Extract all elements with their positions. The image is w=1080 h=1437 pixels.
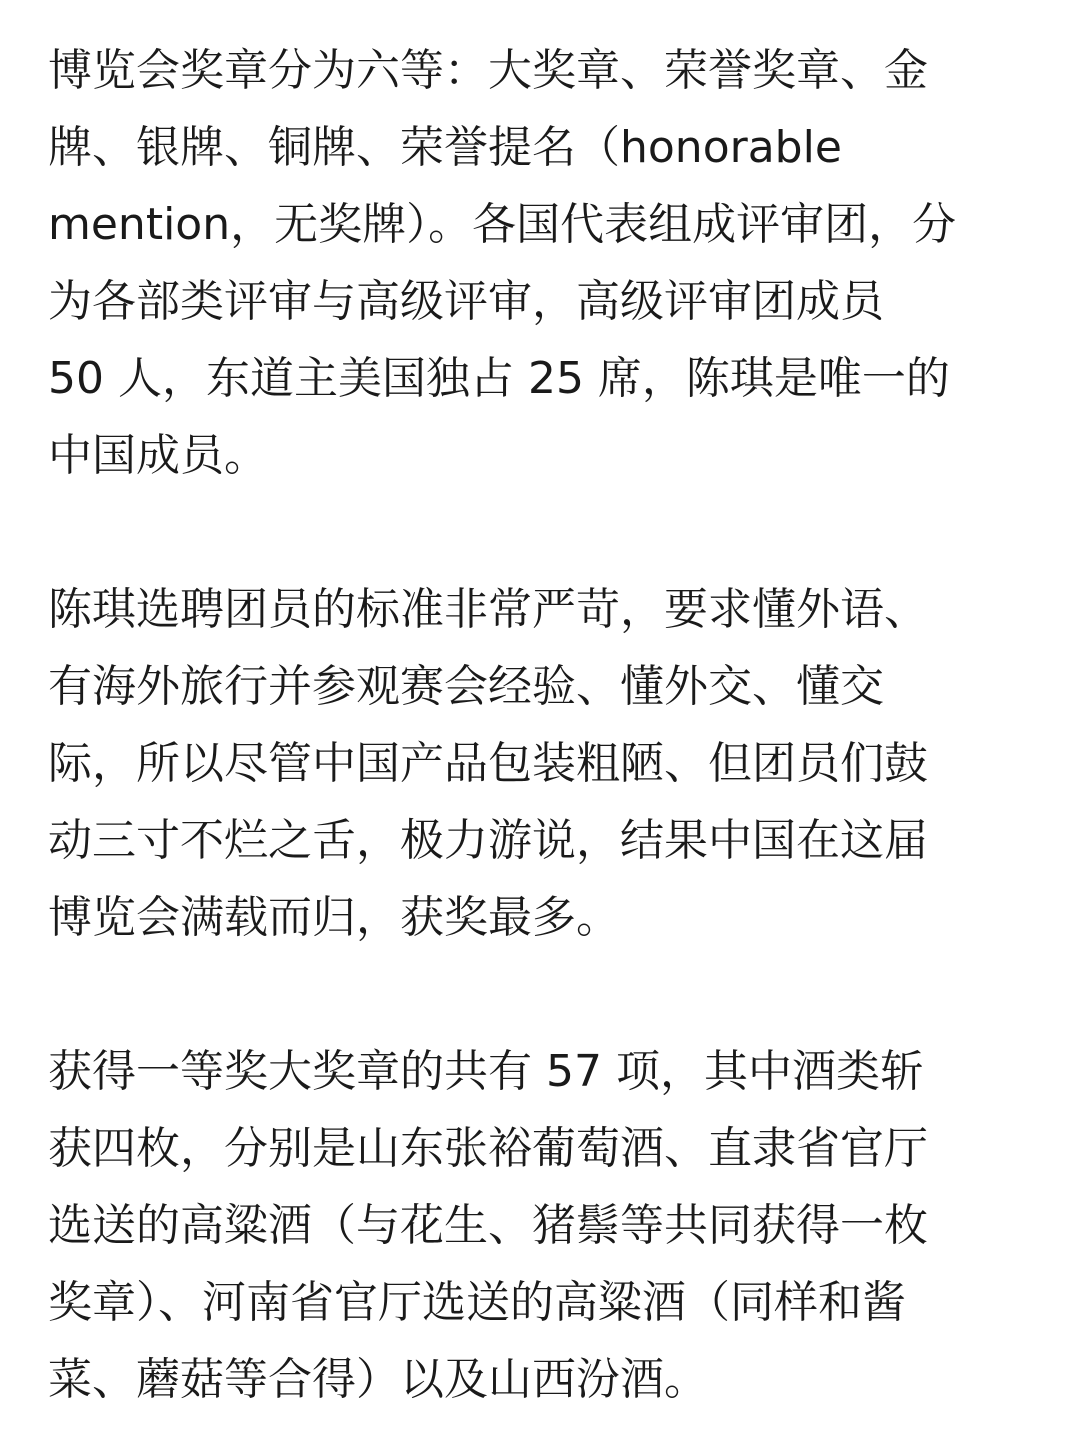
text-line: 获得一等奖大奖章的共有 57 项，其中酒类斩: [48, 1046, 924, 1097]
text-line: 牌、银牌、铜牌、荣誉提名（honorable: [48, 122, 842, 173]
text-line: 选送的高粱酒（与花生、猪鬃等共同获得一枚: [48, 1200, 928, 1251]
text-line: mention，无奖牌）。各国代表组成评审团，分: [48, 199, 957, 250]
paragraph-gap: [48, 956, 1038, 1033]
text-line: 奖章）、河南省官厅选送的高粱酒（同样和酱: [48, 1277, 906, 1328]
text-line: 菜、蘑菇等合得）以及山西汾酒。: [48, 1354, 708, 1405]
text-line: 获四枚，分别是山东张裕葡萄酒、直隶省官厅: [48, 1123, 928, 1174]
paragraph-3: [48, 1033, 1038, 1418]
text-line: 博览会奖章分为六等：大奖章、荣誉奖章、金: [48, 45, 928, 96]
article-body: [48, 32, 1038, 1418]
text-line: 动三寸不烂之舌，极力游说，结果中国在这届: [48, 815, 928, 866]
paragraph-1: [48, 32, 1038, 494]
paragraph-2: [48, 571, 1038, 956]
text-line: 有海外旅行并参观赛会经验、懂外交、懂交: [48, 661, 884, 712]
text-line: 为各部类评审与高级评审，高级评审团成员: [48, 276, 884, 327]
text-line: 中国成员。: [48, 430, 268, 481]
paragraph-gap: [48, 494, 1038, 571]
text-line: 际，所以尽管中国产品包装粗陋、但团员们鼓: [48, 738, 928, 789]
text-line: 陈琪选聘团员的标准非常严苛，要求懂外语、: [48, 584, 928, 635]
text-line: 50 人，东道主美国独占 25 席，陈琪是唯一的: [48, 353, 950, 404]
text-line: 博览会满载而归，获奖最多。: [48, 892, 620, 943]
